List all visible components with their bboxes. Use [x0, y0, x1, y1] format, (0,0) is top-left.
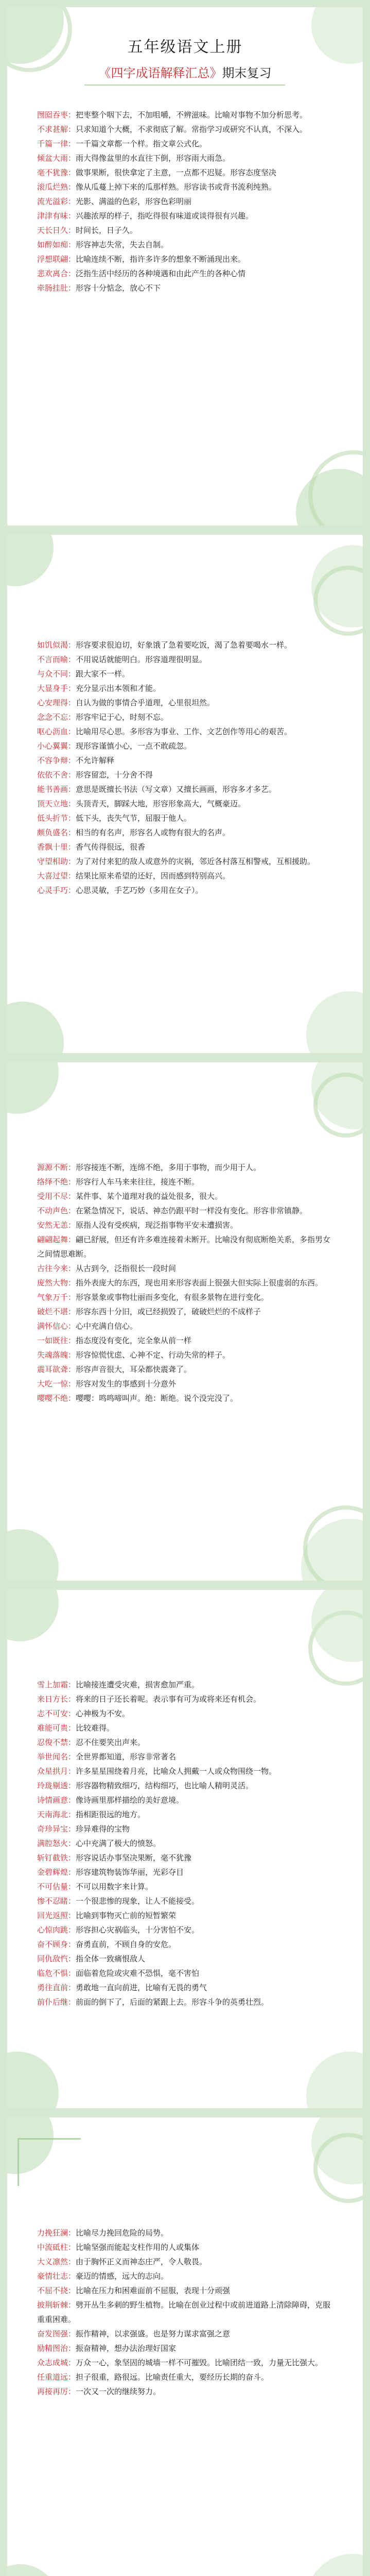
idiom-definition: 把枣整个咽下去，不加咀嚼，不辨滋味。比喻对事物不加分析思考。: [76, 110, 308, 120]
idiom-term: 同仇敌忾：: [37, 1954, 76, 1963]
idiom-term: 披荆斩棘：: [37, 2300, 76, 2310]
idiom-entry: [37, 165, 333, 180]
idiom-term: 不屈不挠：: [37, 2286, 76, 2295]
idiom-definition: 某件事、某个道理对我的益处很多，很大。: [76, 1192, 223, 1201]
idiom-term: 金碧辉煌：: [37, 1868, 76, 1877]
idiom-list: [37, 1677, 333, 2009]
decorative-circle: [306, 2052, 363, 2108]
idiom-entry: [37, 1851, 333, 1865]
idiom-entry: [37, 151, 333, 165]
idiom-term: 不动声色：: [37, 1206, 76, 1215]
idiom-term: 念念不忘：: [37, 713, 76, 722]
idiom-definition: 为了对付来犯的敌人或意外的灾祸，邻近各村落互相警戒，互相援助。: [76, 857, 315, 866]
idiom-entry: [37, 1822, 333, 1836]
idiom-definition: 全世界都知道，形容非常著名: [76, 1752, 177, 1761]
idiom-term: 倾盆大雨：: [37, 154, 76, 163]
idiom-definition: 泛指生活中经历的各种境遇和由此产生的各种心情: [76, 269, 246, 278]
idiom-definition: 面临着危险或灾难不恐惧，毫不害怕: [76, 1969, 200, 1978]
idiom-entry: [37, 1160, 333, 1175]
idiom-entry: [37, 1750, 333, 1764]
idiom-entry: [37, 2341, 333, 2355]
idiom-entry: [37, 710, 333, 724]
idiom-term: 顶天立地：: [37, 799, 76, 808]
idiom-term: 不容争辩：: [37, 756, 76, 765]
idiom-definition: 比喻连续不断，指许多许多的想象不断涌现出来。: [76, 255, 246, 264]
idiom-term: 依依不舍：: [37, 770, 76, 779]
idiom-entry: [37, 1276, 333, 1290]
idiom-definition: 比喻用尽心思。多形容为事业、工作、文艺创作等用心的艰苦。: [76, 727, 292, 736]
idiom-definition: 许多星星围绕着月亮，比喻众人拥戴一人或众物围绕一物。: [76, 1767, 277, 1776]
idiom-term: 嘤嘤不绝：: [37, 1394, 76, 1403]
idiom-term: 心灵手巧：: [37, 886, 76, 895]
decorative-circle: [7, 535, 54, 586]
idiom-list: [37, 2226, 333, 2399]
idiom-definition: 指外表庞大的东西，现也用来形容表面上很强大但实际上很虚弱的东西。: [76, 1278, 323, 1287]
idiom-definition: 现形容谨慎小心，一点不敢疏忽。: [76, 741, 192, 751]
idiom-entry: [37, 137, 333, 151]
idiom-entry: [37, 1189, 333, 1204]
idiom-entry: [37, 1204, 333, 1218]
idiom-term: 古往今来：: [37, 1264, 76, 1273]
idiom-definition: 做事果断，很快拿定了主意，一点都不迟疑。形容态度坚决: [76, 168, 277, 177]
idiom-term: 流光溢彩：: [37, 197, 76, 206]
idiom-term: 浮想联翩：: [37, 255, 76, 264]
title-divider: [84, 84, 285, 86]
decorative-circle: [301, 1519, 363, 1581]
idiom-list: [37, 108, 333, 295]
idiom-entry: [37, 1175, 333, 1189]
idiom-entry: [37, 180, 333, 194]
idiom-entry: [37, 122, 333, 137]
idiom-term: 满怀信心：: [37, 1321, 76, 1331]
page-3: [7, 1062, 363, 1581]
idiom-entry: [37, 1304, 333, 1319]
idiom-entry: [37, 2384, 333, 2399]
subtitle-rest: 期末复习: [222, 66, 272, 80]
idiom-definition: 低下头，丧失气节，屈服于他人。: [76, 814, 192, 823]
idiom-term: 难能可贵：: [37, 1723, 76, 1733]
idiom-definition: 比喻尽力挽回危险的局势。: [76, 2228, 169, 2238]
idiom-term: 天长日久：: [37, 226, 76, 235]
idiom-term: 颇负盛名：: [37, 828, 76, 837]
idiom-term: 举世闻名：: [37, 1752, 76, 1761]
idiom-entry: [37, 2327, 333, 2341]
idiom-definition: 时间长，日子久。: [76, 226, 138, 235]
idiom-entry: [37, 1333, 333, 1348]
idiom-term: 奋发图强：: [37, 2329, 76, 2338]
subtitle-highlight: 《四字成语解释汇总》: [98, 66, 222, 80]
idiom-entry: [37, 209, 333, 223]
idiom-term: 不可估量：: [37, 1882, 76, 1891]
idiom-entry: [37, 1807, 333, 1822]
idiom-definition: 比喻在压力和困难面前不屈服，表现十分顽强: [76, 2286, 231, 2295]
idiom-definition: 万众一心，象坚固的城墙一样不可摧毁。比喻团结一致，力量无比强大。: [76, 2358, 323, 2367]
idiom-definition: 充分显示出本领和才能。: [76, 684, 161, 693]
idiom-definition: 形容景象或事物壮丽而多变化，有很多景物在进行变化。: [76, 1293, 269, 1302]
idiom-list: [37, 638, 333, 897]
idiom-term: 忍俊不禁：: [37, 1738, 76, 1747]
idiom-term: 破烂不堪：: [37, 1307, 76, 1316]
idiom-term: 不求甚解：: [37, 125, 76, 134]
idiom-term: 络绎不绝：: [37, 1177, 76, 1187]
idiom-definition: 奋勇直前，不顾自身的安危。: [76, 1940, 177, 1949]
idiom-term: 回光返照：: [37, 1911, 76, 1920]
decorative-circle: [311, 1590, 363, 1662]
idiom-entry: [37, 1923, 333, 1937]
idiom-entry: [37, 281, 333, 295]
idiom-definition: 忍不住要笑出声来。: [76, 1738, 146, 1747]
idiom-definition: 勇敢地一直向前进，比喻有无畏的勇气: [76, 1983, 207, 1992]
idiom-term: 天南海北：: [37, 1810, 76, 1819]
idiom-term: 任重道远：: [37, 2372, 76, 2382]
idiom-definition: 翩已舒展，但还有许多难连接着未断开。比喻没有彻底断绝关系，多指男女之间情思难断。: [37, 1235, 331, 1259]
idiom-definition: 头顶青天，脚踩大地，形容形象高大，气概豪迈。: [76, 799, 246, 808]
idiom-term: 与众不同：: [37, 669, 76, 679]
idiom-entry: [37, 223, 333, 238]
idiom-definition: 跟大家不一样。: [76, 669, 130, 679]
idiom-definition: 比喻接连遭受灾难，损害愈加严重。: [76, 1680, 200, 1689]
idiom-definition: 形容对发生的事感到十分意外: [76, 1379, 177, 1388]
idiom-entry: [37, 1261, 333, 1276]
idiom-entry: [37, 768, 333, 782]
idiom-entry: [37, 667, 333, 681]
idiom-entry: [37, 1764, 333, 1778]
idiom-entry: [37, 696, 333, 710]
idiom-term: 香飘十里：: [37, 842, 76, 852]
idiom-term: 大义凛然：: [37, 2257, 76, 2266]
idiom-entry: [37, 681, 333, 696]
idiom-term: 如饥似渴：: [37, 640, 76, 650]
idiom-entry: [37, 811, 333, 825]
idiom-term: 低头折节：: [37, 814, 76, 823]
idiom-entry: [37, 2226, 333, 2240]
idiom-definition: 一次又一次的继续努力。: [76, 2387, 161, 2396]
idiom-definition: 从古到今，泛指很长一段时间: [76, 1264, 177, 1273]
idiom-term: 力挽狂澜：: [37, 2228, 76, 2238]
idiom-definition: 兴趣浓厚的样子，指吃得很有味道或谈得很有兴趣。: [76, 211, 254, 221]
idiom-definition: 不可以用数字来计算。: [76, 1882, 153, 1891]
idiom-definition: 在紧急情况下，说话、神态仍跟平时一样没有变化。形容非常镇静。: [76, 1206, 308, 1215]
idiom-entry: [37, 724, 333, 739]
decorative-ring: [313, 566, 363, 636]
idiom-term: 中流砥柱：: [37, 2243, 76, 2252]
decorative-ring: [308, 1611, 363, 1686]
idiom-term: 安然无恙：: [37, 1221, 76, 1230]
idiom-entry: [37, 1980, 333, 1995]
idiom-definition: 心神极为不安。: [76, 1709, 130, 1718]
idiom-term: 心惊肉跳：: [37, 1925, 76, 1935]
decorative-ring: [313, 1073, 363, 1138]
idiom-definition: 形容器物精致细巧，结构细巧，也比喻人精明灵活。: [76, 1781, 254, 1790]
idiom-term: 勇往直前：: [37, 1983, 76, 1992]
decorative-circle: [7, 1529, 59, 1581]
idiom-definition: 形容要求很迫切，好象饿了急着要吃饭，渴了急着要喝水一样。: [76, 640, 292, 650]
idiom-entry: [37, 1232, 333, 1261]
idiom-definition: 形容东西十分旧，或已经损毁了，破破烂烂的不成样子: [76, 1307, 261, 1316]
idiom-entry: [37, 1692, 333, 1706]
idiom-definition: 前面的倒下了，后面的紧跟上去。形容斗争的英勇壮烈。: [76, 1997, 269, 2007]
idiom-term: 气象万千：: [37, 1293, 76, 1302]
idiom-entry: [37, 2240, 333, 2255]
idiom-entry: [37, 1218, 333, 1232]
idiom-term: 源源不断：: [37, 1163, 76, 1172]
idiom-definition: 一千篇文章都一个样。指文章公式化。: [76, 139, 207, 148]
idiom-entry: [37, 869, 333, 883]
idiom-definition: 光影、满溢的色彩，形容色彩明丽: [76, 197, 192, 206]
idiom-definition: 形容行人车马来来往往，接连不断。: [76, 1177, 200, 1187]
idiom-term: 千篇一律：: [37, 139, 76, 148]
idiom-entry: [37, 1362, 333, 1377]
idiom-entry: [37, 1836, 333, 1851]
idiom-entry: [37, 2255, 333, 2269]
decorative-corner-line: [17, 2138, 81, 2186]
idiom-definition: 形容声音很大，耳朵都快震聋了。: [76, 1365, 192, 1374]
idiom-definition: 心中充满了极大的愤怒。: [76, 1839, 161, 1848]
idiom-entry: [37, 1677, 333, 1692]
idiom-entry: [37, 2370, 333, 2384]
idiom-entry: [37, 825, 333, 840]
decorative-ring: [308, 450, 363, 526]
idiom-entry: [37, 1735, 333, 1750]
idiom-definition: 比喻坚强而能起支柱作用的人或集体: [76, 2243, 200, 2252]
idiom-entry: [37, 1391, 333, 1405]
idiom-entry: [37, 194, 333, 209]
idiom-definition: 结果比原来希望的还好，因而感到特别高兴。: [76, 871, 231, 880]
idiom-entry: [37, 1706, 333, 1721]
idiom-term: 众星拱月：: [37, 1767, 76, 1776]
idiom-entry: [37, 1966, 333, 1980]
idiom-definition: 形容说话办事坚决果断，毫不犹豫: [76, 1853, 192, 1862]
idiom-definition: 不允许解释: [76, 756, 115, 765]
idiom-term: 大显身手：: [37, 684, 76, 693]
idiom-definition: 自认为做的事情合乎道理，心里很坦然。: [76, 698, 215, 707]
page-5: [7, 2117, 363, 2576]
idiom-entry: [37, 2283, 333, 2298]
idiom-term: 志不可安：: [37, 1709, 76, 1718]
idiom-term: 一如既往：: [37, 1336, 76, 1345]
idiom-term: 玲珑剔透：: [37, 1781, 76, 1790]
idiom-term: 再接再厉：: [37, 2387, 76, 2396]
idiom-entry: [37, 1348, 333, 1362]
idiom-entry: [37, 1793, 333, 1807]
idiom-entry: [37, 1865, 333, 1879]
idiom-definition: 将来的日子还长着呢。表示事有可为或将来还有机会。: [76, 1694, 261, 1704]
decorative-circle: [296, 469, 363, 526]
decorative-circle: [7, 2564, 59, 2576]
page-4: [7, 1590, 363, 2108]
idiom-definition: 形容接连不断，连绵不绝，多用于事物，而少用于人。: [76, 1163, 261, 1172]
idiom-entry: [37, 1319, 333, 1333]
decorative-circle: [311, 1062, 363, 1129]
idiom-definition: 形容留恋，十分舍不得: [76, 770, 153, 779]
idiom-definition: 形容担心灾祸临头，十分害怕不安。: [76, 1925, 200, 1935]
idiom-term: 翩翩起舞：: [37, 1235, 76, 1244]
idiom-definition: 形容建筑物装饰华丽，光彩夺目: [76, 1868, 184, 1877]
idiom-definition: 心思灵敏，手艺巧妙（多用在女子）。: [76, 886, 203, 895]
idiom-entry: [37, 1908, 333, 1923]
idiom-term: 豪情壮志：: [37, 2272, 76, 2281]
idiom-entry: [37, 652, 333, 667]
idiom-term: 奋不顾身：: [37, 1940, 76, 1949]
idiom-entry: [37, 2298, 333, 2327]
idiom-entry: [37, 1937, 333, 1952]
idiom-term: 失魂落魄：: [37, 1350, 76, 1360]
decorative-circle: [7, 1002, 64, 1053]
idiom-definition: 雨大得像盆里的水直往下倒，形容雨大雨急。: [76, 154, 231, 163]
idiom-definition: 一个很悲惨的现象，让人不能接受。: [76, 1896, 200, 1906]
idiom-term: 惨不忍睹：: [37, 1896, 76, 1906]
idiom-entry: [37, 638, 333, 652]
idiom-term: 雪上加霜：: [37, 1680, 76, 1689]
idiom-term: 心安理得：: [37, 698, 76, 707]
idiom-term: 滚瓜烂熟：: [37, 182, 76, 192]
idiom-term: 斩钉截铁：: [37, 1853, 76, 1862]
idiom-term: 前仆后继：: [37, 1997, 76, 2007]
idiom-entry: [37, 1995, 333, 2009]
decorative-circle: [311, 545, 363, 628]
idiom-term: 囫囵吞枣：: [37, 110, 76, 120]
idiom-entry: [37, 854, 333, 869]
idiom-term: 能书善画：: [37, 785, 76, 794]
idiom-definition: 豪迈的情感，远大的志向。: [76, 2272, 169, 2281]
idiom-definition: 只求知道个大概，不求彻底了解。常指学习或研究不认真，不深入。: [76, 125, 308, 134]
idiom-definition: 指态度没有变化，完全象从前一样: [76, 1336, 192, 1345]
idiom-entry: [37, 840, 333, 854]
page-2: [7, 535, 363, 1053]
idiom-entry: [37, 782, 333, 796]
idiom-term: 临危不惧：: [37, 1969, 76, 1978]
idiom-definition: 比较难得。: [76, 1723, 115, 1733]
idiom-definition: 指全体一致痛恨敌人: [76, 1954, 146, 1963]
idiom-definition: 像诗画里那样描绘的美好意境。: [76, 1795, 184, 1805]
decorative-circle: [311, 2117, 363, 2184]
idiom-entry: [37, 2355, 333, 2370]
decorative-ring: [303, 1505, 363, 1581]
idiom-definition: 劈开丛生多刺的野生植物。比喻在创业过程中或前进道路上清除障碍，克服重重困难。: [37, 2300, 331, 2324]
idiom-definition: 指相距很远的地方。: [76, 1810, 146, 1819]
idiom-entry: [37, 1290, 333, 1304]
idiom-definition: 振奋精神，想办法治理好国家: [76, 2344, 177, 2353]
idiom-entry: [37, 108, 333, 122]
idiom-entry: [37, 1952, 333, 1966]
idiom-term: 牵肠挂肚：: [37, 283, 76, 293]
idiom-term: 大喜过望：: [37, 871, 76, 880]
idiom-entry: [37, 252, 333, 266]
idiom-entry: [37, 739, 333, 753]
idiom-definition: 心中充满自信心。: [76, 1321, 138, 1331]
decorative-circle: [7, 1590, 59, 1641]
idiom-definition: 香气传得很远，很香: [76, 842, 146, 852]
idiom-term: 如醉如痴：: [37, 240, 76, 249]
idiom-definition: 形容神志失常，失去自制。: [76, 240, 169, 249]
idiom-definition: 嘤嘤：鸣鸣啼叫声。绝：断绝。说个没完没了。: [76, 1394, 238, 1403]
idiom-term: 悲欢离合：: [37, 269, 76, 278]
idiom-term: 众志成城：: [37, 2358, 76, 2367]
idiom-definition: 不用说话就能明白。形容道理很明显。: [76, 655, 207, 664]
decorative-circle: [306, 2554, 363, 2576]
idiom-term: 津津有味：: [37, 211, 76, 221]
idiom-term: 毫不犹豫：: [37, 168, 76, 177]
idiom-term: 满腔怒火：: [37, 1839, 76, 1848]
idiom-entry: [37, 1778, 333, 1793]
idiom-definition: 相当的有名声，形容名人或物有很大的名声。: [76, 828, 231, 837]
idiom-definition: 形容十分惦念，放心不下: [76, 283, 161, 293]
page-1: [7, 7, 363, 526]
idiom-definition: 像从瓜蔓上掉下来的瓜那样熟。形容读书或背书流利纯熟。: [76, 182, 277, 192]
idiom-definition: 担子很重，路很远。比喻责任重大，要经历长期的奋斗。: [76, 2372, 269, 2382]
idiom-term: 不言而喻：: [37, 655, 76, 664]
decorative-circle: [7, 2052, 59, 2108]
idiom-term: 大吃一惊：: [37, 1379, 76, 1388]
idiom-term: 呕心沥血：: [37, 727, 76, 736]
page-title: 五年级语文上册: [127, 38, 243, 56]
idiom-entry: [37, 883, 333, 897]
idiom-term: 小心翼翼：: [37, 741, 76, 751]
decorative-ring: [313, 2133, 363, 2203]
decorative-circle: [7, 1062, 59, 1114]
idiom-entry: [37, 266, 333, 281]
idiom-definition: 形容牢记于心，时刻不忘。: [76, 713, 169, 722]
idiom-entry: [37, 2269, 333, 2283]
idiom-list: [37, 1160, 333, 1405]
idiom-definition: 形容惊慌忧虑、心神不定、行动失常的样子。: [76, 1350, 231, 1360]
idiom-term: 庞然大物：: [37, 1278, 76, 1287]
idiom-definition: 原指人没有受疾病，现泛指事物平安未遭损害。: [76, 1221, 238, 1230]
page-subtitle: [7, 63, 363, 81]
idiom-definition: 比喻到事物灭亡前的短暂繁荣: [76, 1911, 177, 1920]
idiom-entry: [37, 796, 333, 811]
idiom-entry: [37, 238, 333, 252]
idiom-entry: [37, 1377, 333, 1391]
idiom-definition: 珍异难得的宝物: [76, 1824, 130, 1834]
idiom-entry: [37, 1879, 333, 1894]
idiom-term: 来日方长：: [37, 1694, 76, 1704]
idiom-definition: 振作精神，以求强盛。也是努力谋求富强之意: [76, 2329, 231, 2338]
idiom-entry: [37, 1721, 333, 1735]
idiom-term: 守望相助：: [37, 857, 76, 866]
decorative-circle: [306, 991, 363, 1053]
idiom-entry: [37, 1894, 333, 1908]
idiom-entry: [37, 753, 333, 768]
idiom-definition: 由于胸怀正义而神态庄严，令人敬畏。: [76, 2257, 207, 2266]
idiom-term: 震耳欲聋：: [37, 1365, 76, 1374]
idiom-definition: 意思是既擅长书法（写文章）又擅长画画，形容多才多艺。: [76, 785, 277, 794]
idiom-term: 诗情画意：: [37, 1795, 76, 1805]
idiom-term: 励精图治：: [37, 2344, 76, 2353]
idiom-term: 受用不尽：: [37, 1192, 76, 1201]
idiom-term: 奇珍异宝：: [37, 1824, 76, 1834]
